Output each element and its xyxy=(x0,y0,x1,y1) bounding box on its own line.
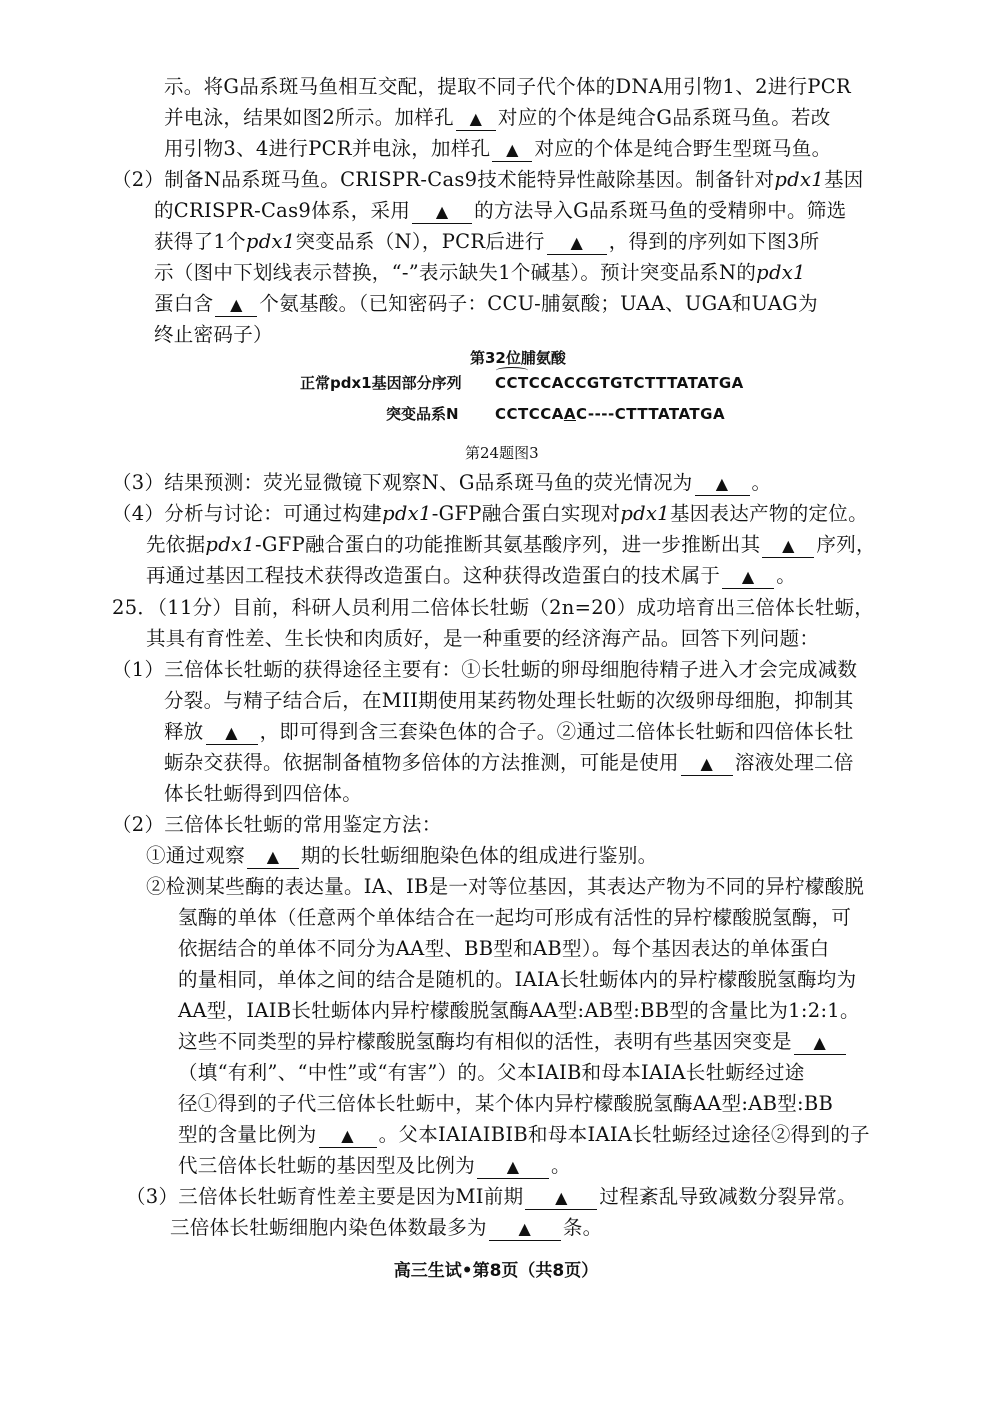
q25-sub2-line: （填“有利”、“中性”或“有害”）的。父本IAIB和母本IAIA长牡蛎经过途 xyxy=(178,1061,805,1084)
text: （2）制备N品系斑马鱼。CRISPR-Cas9技术能特异性敲除基因。制备针对 xyxy=(112,168,775,191)
text: 蛎杂交获得。依据制备植物多倍体的方法推测，可能是使用 xyxy=(164,751,679,774)
gene-name: pdx1 xyxy=(620,502,670,525)
text: 对应的个体是纯合野生型斑马鱼。 xyxy=(534,137,832,160)
text: （3）结果预测：荧光显微镜下观察N、G品系斑马鱼的荧光情况为 xyxy=(112,471,693,494)
answer-blank[interactable]: ▲ xyxy=(722,566,774,589)
figure-row-label: 突变品系N xyxy=(386,405,459,423)
q24-text-line xyxy=(164,104,831,132)
answer-blank[interactable]: ▲ xyxy=(456,108,496,131)
q25-sub2-line xyxy=(178,1121,870,1149)
substituted-base: A xyxy=(563,405,576,423)
answer-blank[interactable]: ▲ xyxy=(412,201,472,224)
text: 突变品系（N），PCR后进行 xyxy=(295,230,545,253)
sequence-text: C----CTTTATATGA xyxy=(575,405,726,423)
text: 。 xyxy=(776,564,797,587)
gene-name: pdx1 xyxy=(245,230,296,253)
codon-arc: CCT xyxy=(495,374,529,392)
q25-sub3-line xyxy=(170,1214,602,1242)
answer-blank[interactable]: ▲ xyxy=(319,1125,377,1148)
text: -GFP融合蛋白实现对 xyxy=(431,502,621,525)
q24-sub2-line xyxy=(154,197,846,225)
text: 再通过基因工程技术获得改造蛋白。这种获得改造蛋白的技术属于 xyxy=(146,564,721,587)
answer-blank[interactable]: ▲ xyxy=(206,722,258,745)
text: 。 xyxy=(551,1154,571,1177)
answer-blank[interactable]: ▲ xyxy=(547,232,607,255)
answer-blank[interactable]: ▲ xyxy=(794,1032,846,1055)
answer-blank[interactable]: ▲ xyxy=(695,473,750,496)
text: 的方法导入G品系斑马鱼的受精卵中。筛选 xyxy=(474,199,847,222)
sequence-text: CCACCGTGTCTTTATATGA xyxy=(528,374,744,392)
sequence-text: CCTCCA xyxy=(495,405,564,423)
figure-label: 第32位脯氨酸 xyxy=(470,349,566,367)
q24-text-line xyxy=(164,135,831,163)
text: 释放 xyxy=(164,720,204,743)
answer-blank[interactable]: ▲ xyxy=(525,1187,597,1210)
text: 序列， xyxy=(816,533,876,556)
text: 个氨基酸。（已知密码子：CCU-脯氨酸；UAA、UGA和UAG为 xyxy=(259,292,818,315)
answer-blank[interactable]: ▲ xyxy=(489,1218,561,1241)
q24-sub2-line xyxy=(154,259,806,287)
normal-sequence xyxy=(495,372,744,394)
gene-name: pdx1 xyxy=(382,502,432,525)
text: 型的含量比例为 xyxy=(178,1123,317,1146)
q24-sub2-line: 终止密码子） xyxy=(154,323,273,346)
q25-sub2-line: AA型，IAIB长牡蛎体内异柠檬酸脱氢酶AA型:AB型:BB型的含量比为1:2:1。 xyxy=(178,999,860,1022)
text: 溶液处理二倍 xyxy=(734,751,854,774)
figure-caption: 第24题图3 xyxy=(465,444,539,462)
text: ，即可得到含三套染色体的合子。②通过二倍体长牡蛎和四倍体长牡 xyxy=(259,720,854,743)
answer-blank[interactable]: ▲ xyxy=(492,139,532,162)
text: -GFP融合蛋白的功能推断其氨基酸序列，进一步推断出其 xyxy=(254,533,761,556)
mutant-sequence xyxy=(495,403,725,425)
q24-sub3-line xyxy=(112,469,771,497)
q24-sub4-line xyxy=(146,531,876,559)
text: （4）分析与讨论：可通过构建 xyxy=(112,502,383,525)
text: 三倍体长牡蛎细胞内染色体数最多为 xyxy=(170,1216,487,1239)
q25-sub2-line xyxy=(178,1152,571,1180)
text: 并电泳，结果如图2所示。加样孔 xyxy=(164,106,454,129)
text: 示（图中下划线表示替换，“-”表示缺失1个碱基）。预计突变品系N的 xyxy=(154,261,757,284)
q24-sub4-line xyxy=(146,562,796,590)
text: 先依据 xyxy=(146,533,206,556)
gene-name: pdx1 xyxy=(774,168,824,191)
figure-row-label: 正常pdx1基因部分序列 xyxy=(300,374,462,392)
text: ①通过观察 xyxy=(146,844,246,867)
q25-sub1-line xyxy=(164,718,854,746)
text: 条。 xyxy=(562,1216,603,1239)
q24-text-line: 示。将G品系斑马鱼相互交配，提取不同子代个体的DNA用引物1、2进行PCR xyxy=(164,75,851,98)
q25-sub1-line: 体长牡蛎得到四倍体。 xyxy=(164,782,363,805)
text: 代三倍体长牡蛎的基因型及比例为 xyxy=(178,1154,476,1177)
text: 基因表达产物的定位。 xyxy=(669,502,868,525)
answer-blank[interactable]: ▲ xyxy=(215,294,257,317)
page-footer: 高三生试•第8页（共8页） xyxy=(393,1261,599,1281)
text: 基因 xyxy=(823,168,864,191)
answer-blank[interactable]: ▲ xyxy=(247,846,299,869)
answer-blank[interactable]: ▲ xyxy=(762,535,814,558)
text: 获得了1个 xyxy=(154,230,246,253)
q25-sub1-line xyxy=(164,749,854,777)
q24-sub2-line xyxy=(154,290,818,318)
q25-sub1-line: （1）三倍体长牡蛎的获得途径主要有：①长牡蛎的卵母细胞待精子进入才会完成减数 xyxy=(112,658,858,681)
q25-header-line: 其具有育性差、生长快和肉质好，是一种重要的经济海产品。回答下列问题： xyxy=(146,627,820,650)
q25-header-line: 25．（11分）目前，科研人员利用二倍体长牡蛎（2n=20）成功培育出三倍体长牡蛎， xyxy=(112,596,875,619)
text: 的CRISPR-Cas9体系，采用 xyxy=(154,199,411,222)
q25-sub2-line: ②检测某些酶的表达量。IA、IB是一对等位基因，其表达产物为不同的异柠檬酸脱 xyxy=(146,875,865,898)
q25-sub2-line: 依据结合的单体不同分为AA型、BB型和AB型）。每个基因表达的单体蛋白 xyxy=(178,937,830,960)
text: （3）三倍体长牡蛎育性差主要是因为MI前期 xyxy=(126,1185,524,1208)
text: 过程紊乱导致减数分裂异常。 xyxy=(599,1185,857,1208)
q25-sub2-line xyxy=(178,1028,848,1056)
text: 用引物3、4进行PCR并电泳，加样孔 xyxy=(164,137,491,160)
q25-sub2-line: 氢酶的单体（任意两个单体结合在一起均可形成有活性的异柠檬酸脱氢酶，可 xyxy=(178,906,852,929)
q25-sub2-line: 的量相同，单体之间的结合是随机的。IAIA长牡蛎体内的异柠檬酸脱氢酶均为 xyxy=(178,968,857,991)
answer-blank[interactable]: ▲ xyxy=(477,1156,549,1179)
text: ，得到的序列如下图3所 xyxy=(608,230,820,253)
q25-sub2-heading: （2）三倍体长牡蛎的常用鉴定方法： xyxy=(112,813,442,836)
q25-sub2-line xyxy=(146,842,657,870)
gene-name: pdx1 xyxy=(205,533,255,556)
q25-sub1-line: 分裂。与精子结合后，在MII期使用某药物处理长牡蛎的次级卵母细胞，抑制其 xyxy=(164,689,854,712)
q24-sub4-line xyxy=(112,500,868,528)
text: 期的长牡蛎细胞染色体的组成进行鉴别。 xyxy=(301,844,658,867)
gene-name: pdx1 xyxy=(756,261,806,284)
text: 这些不同类型的异柠檬酸脱氢酶均有相似的活性，表明有些基因突变是 xyxy=(178,1030,792,1053)
text: 。父本IAIAIBIB和母本IAIA长牡蛎经过途径②得到的子 xyxy=(378,1123,870,1146)
q25-sub2-line: 径①得到的子代三倍体长牡蛎中，某个体内异柠檬酸脱氢酶AA型:AB型:BB xyxy=(178,1092,834,1115)
q25-sub3-line xyxy=(126,1183,857,1211)
text: 蛋白含 xyxy=(154,292,214,315)
text: 对应的个体是纯合G品系斑马鱼。若改 xyxy=(497,106,831,129)
q24-sub2-line xyxy=(112,166,864,194)
answer-blank[interactable]: ▲ xyxy=(681,753,733,776)
text: 。 xyxy=(751,471,772,494)
q24-sub2-line xyxy=(154,228,819,256)
